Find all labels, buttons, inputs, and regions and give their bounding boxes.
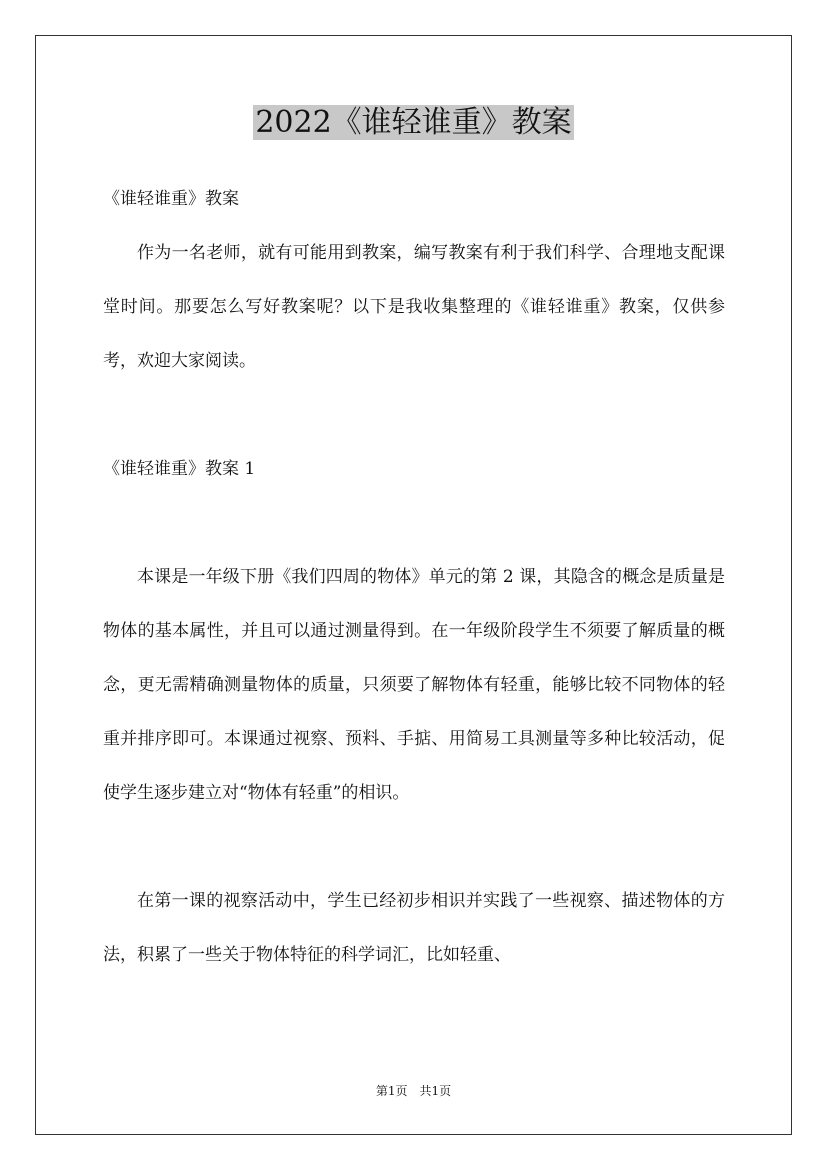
- page-footer: 第1页 共1页: [375, 1084, 452, 1098]
- body-paragraph-1: 本课是一年级下册《我们四周的物体》单元的第 2 课，其隐含的概念是质量是物体的基本属性，并且可以通过测量得到。在一年级阶段学生不须要了解质量的概念，更无需精确测量物体的质量，只须要了解物体有轻重，能够比较不同物体的轻重并排序即可。本课通过视察、预料、手掂、用简易工具测量等多种比较活动，促使学生逐步建立对“物体有轻重”的相识。: [103, 567, 725, 803]
- document-subtitle: 《谁轻谁重》教案: [103, 189, 239, 209]
- spacer: [103, 496, 725, 550]
- spacer: [103, 388, 725, 442]
- intro-paragraph: 作为一名老师，就有可能用到教案，编写教案有利于我们科学、合理地支配课堂时间。那要怎么写好教案呢？以下是我收集整理的《谁轻谁重》教案，仅供参考，欢迎大家阅读。: [103, 243, 725, 371]
- document-body: [103, 172, 725, 982]
- spacer: [103, 820, 725, 874]
- section-heading: 《谁轻谁重》教案 1: [103, 459, 256, 479]
- document-title-text: 2022《谁轻谁重》教案: [255, 105, 572, 140]
- document-title: [0, 101, 827, 145]
- body-paragraph-2: 在第一课的视察活动中，学生已经初步相识并实践了一些视察、描述物体的方法，积累了一些关于物体特征的科学词汇，比如轻重、: [103, 891, 725, 965]
